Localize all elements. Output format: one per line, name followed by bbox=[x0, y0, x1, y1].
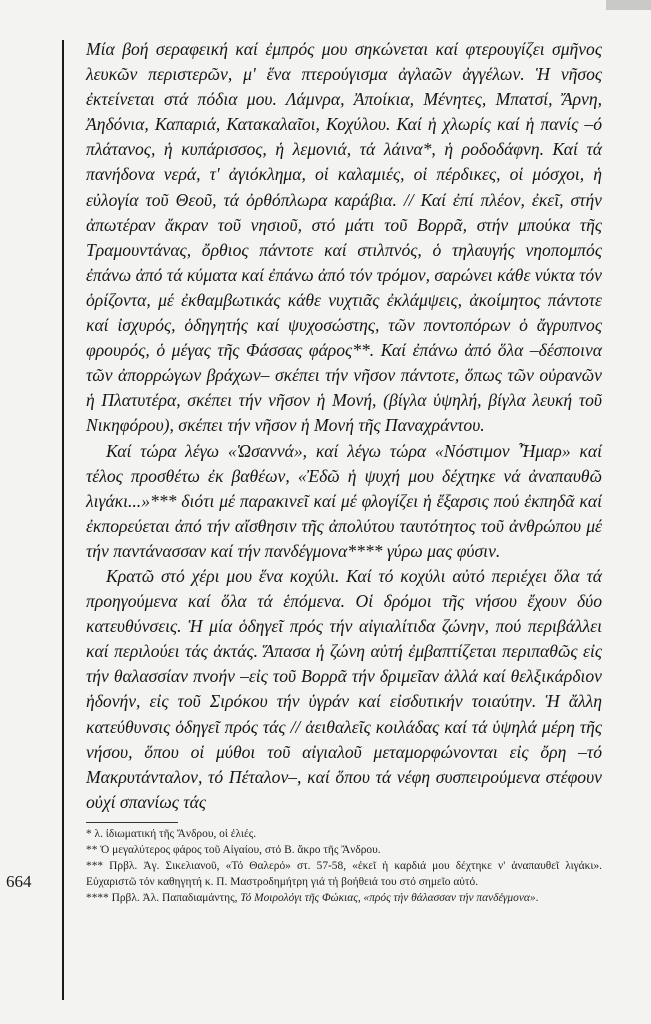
footnote-3: *** Πρβλ. Ἀγ. Σικελιανοῦ, «Τό Θαλερό» στ. 57-58, «ἐκεῖ ἡ καρδιά μου δέχτηκε ν' ἀναπαυθεῖ λιγάκι». Εὐχαριστῶ τόν καθηγητή κ. Π. Μαστροδημήτρη γιά τή βοήθειά του στό σημεῖο αὐτό. bbox=[86, 860, 602, 888]
body-text bbox=[86, 37, 602, 815]
paragraph-3: Κρατῶ στό χέρι μου ἕνα κοχύλι. Καί τό κοχύλι αὐτό περιέχει ὅλα τά προηγούμενα καί ὅλα τά ἑπόμενα. Οἱ δρόμοι τῆς νήσου ἔχουν δύο κατευθύνσεις. Ἡ μία ὁδηγεῖ πρός τήν αἰγιαλίτιδα ζώνην, πού περιβάλλει καί περιλούει τάς ἀκτάς. Ἅπασα ἡ ζώνη αὐτή ἐμβαπτίζεται περιπαθῶς εἰς τήν θαλασσίαν πνοήν –εἰς τοῦ Βορρᾶ τήν δριμεῖαν ἀλλά καί θελξικάρδιον ἡδονήν, εἰς τοῦ Σιρόκου τήν ὑγράν καί εἰσδυτικήν τοιαύτην. Ἡ ἄλλη κατεύθυνσις ὁδηγεῖ πρός τάς // ἀειθαλεῖς κοιλάδας καί τά ὑψηλά μέρη τῆς νήσου, ὅπου οἱ μύθοι τοῦ αἰγιαλοῦ μεταμορφώνονται εἰς ὄρη –τό Μακρυτάνταλον, τό Πέταλον–, καί ὅπου τά νέφη συσπειρούμενα στέφουν οὐχί σπανίως τάς bbox=[86, 565, 602, 812]
footnote-1: * λ. ἰδιωματική τῆς Ἄνδρου, οἱ ἐλιές. bbox=[86, 828, 257, 840]
footnote-4-title: Τό Μοιρολόγι τῆς Φώκιας, «πρός τήν θάλασσαν τήν πανδέγμονα» bbox=[240, 892, 536, 904]
margin-rule bbox=[62, 40, 64, 1000]
footnote-4 bbox=[86, 890, 602, 906]
footnote-4-suffix: . bbox=[535, 892, 539, 904]
footnote-2: ** Ὁ μεγαλύτερος φάρος τοῦ Αἰγαίου, στό Β. ἄκρο τῆς Ἄνδρου. bbox=[86, 844, 381, 856]
paragraph-1: Μία βοή σεραφεική καί ἐμπρός μου σηκώνεται καί φτερουγίζει σμῆνος λευκῶν περιστερῶν, μ' ἕνα πτερούγισμα ἀγλαῶν ἀγγέλων. Ἡ νῆσος ἐκτείνεται στά πόδια μου. Λάμνρα, Ἀποίκια, Μένητες, Μπατσί, Ἄρνη, Ἀηδόνια, Καπαριά, Κατακαλαῖοι, Κοχύλου. Καί ἡ χλωρίς καί ἡ πανίς –ό πλάτανος, ἡ κυπάρισσος, ἡ λεμονιά, τά λάινα*, ἡ ροδοδάφνη. Καί τά πανήδονα νερά, τ' ἀγιόκλημα, οἱ καλαμιές, οἱ πέρδικες, οἱ μόσχοι, ἡ εὐλογία τοῦ Θεοῦ, τά ὀρθόπλωρα καράβια. // Καί ἐπί πλέον, ἐκεῖ, στήν ἀπωτέραν ἄκραν τοῦ νησιοῦ, στό μάτι τοῦ Βορρᾶ, στήν μπούκα τῆς Τραμουντάνας, ὄρθιος πάντοτε καί στιλπνός, ὁ τηλαυγής νηοπομπός ἐπάνω ἀπό τά κύματα καί ἐπάνω ἀπό τόν τρόμον, σαρώνει κάθε νύκτα τόν ὁρίζοντα, μέ ἐκθαμβωτικάς κάθε νυχτιᾶς ἐκλάμψεις, ἀκοίμητος πάντοτε καί ἰσχυρός, ὁδηγητής καί ψυχοσώστης, τῶν ποντοπόρων ὁ ἄγρυπνος φρουρός, ὁ μέγας τῆς Φάσσας φάρος**. Καί ἐπάνω ἀπό ὅλα –δέσποινα τῶν ἀπορρώγων βράχων– σκέπει τήν νῆσον πάντοτε, ὅπως τῶν οὐρανῶν ἡ Πλατυτέρα, σκέπει τήν νῆσον ἡ Μονή, (βίγλα ὑψηλή, βίγλα λευκή τοῦ Νικηφόρου), σκέπει τήν νῆσον ἡ Μονή τῆς Παναχράντου. bbox=[86, 39, 602, 436]
page-number: 664 bbox=[6, 872, 32, 891]
footnotes bbox=[86, 826, 602, 906]
scan-edge-mark bbox=[606, 0, 651, 10]
paragraph-2: Καί τώρα λέγω «Ὡσαννά», καί λέγω τώρα «Νόστιμον Ἦμαρ» καί τέλος προσθέτω ἐκ βαθέων, «Ἐδῶ ἡ ψυχή μου δέχτηκε νά ἀναπαυθῶ λιγάκι...»*** διότι μέ παρακινεῖ καί μέ φλογίζει ἡ ἔξαρσις πού ἐκπηδᾶ καί ἐκπορεύεται ἀπό τήν αἴσθησιν τῆς ἀπολύτου ταυτότητος τοῦ ἀνθρώπου μέ τήν παντάνασσαν καί τήν πανδέγμονα**** γύρω μας φύσιν. bbox=[86, 440, 602, 561]
footnote-4-prefix: **** Πρβλ. Ἀλ. Παπαδιαμάντης, bbox=[86, 892, 241, 904]
footnote-separator bbox=[86, 822, 178, 823]
